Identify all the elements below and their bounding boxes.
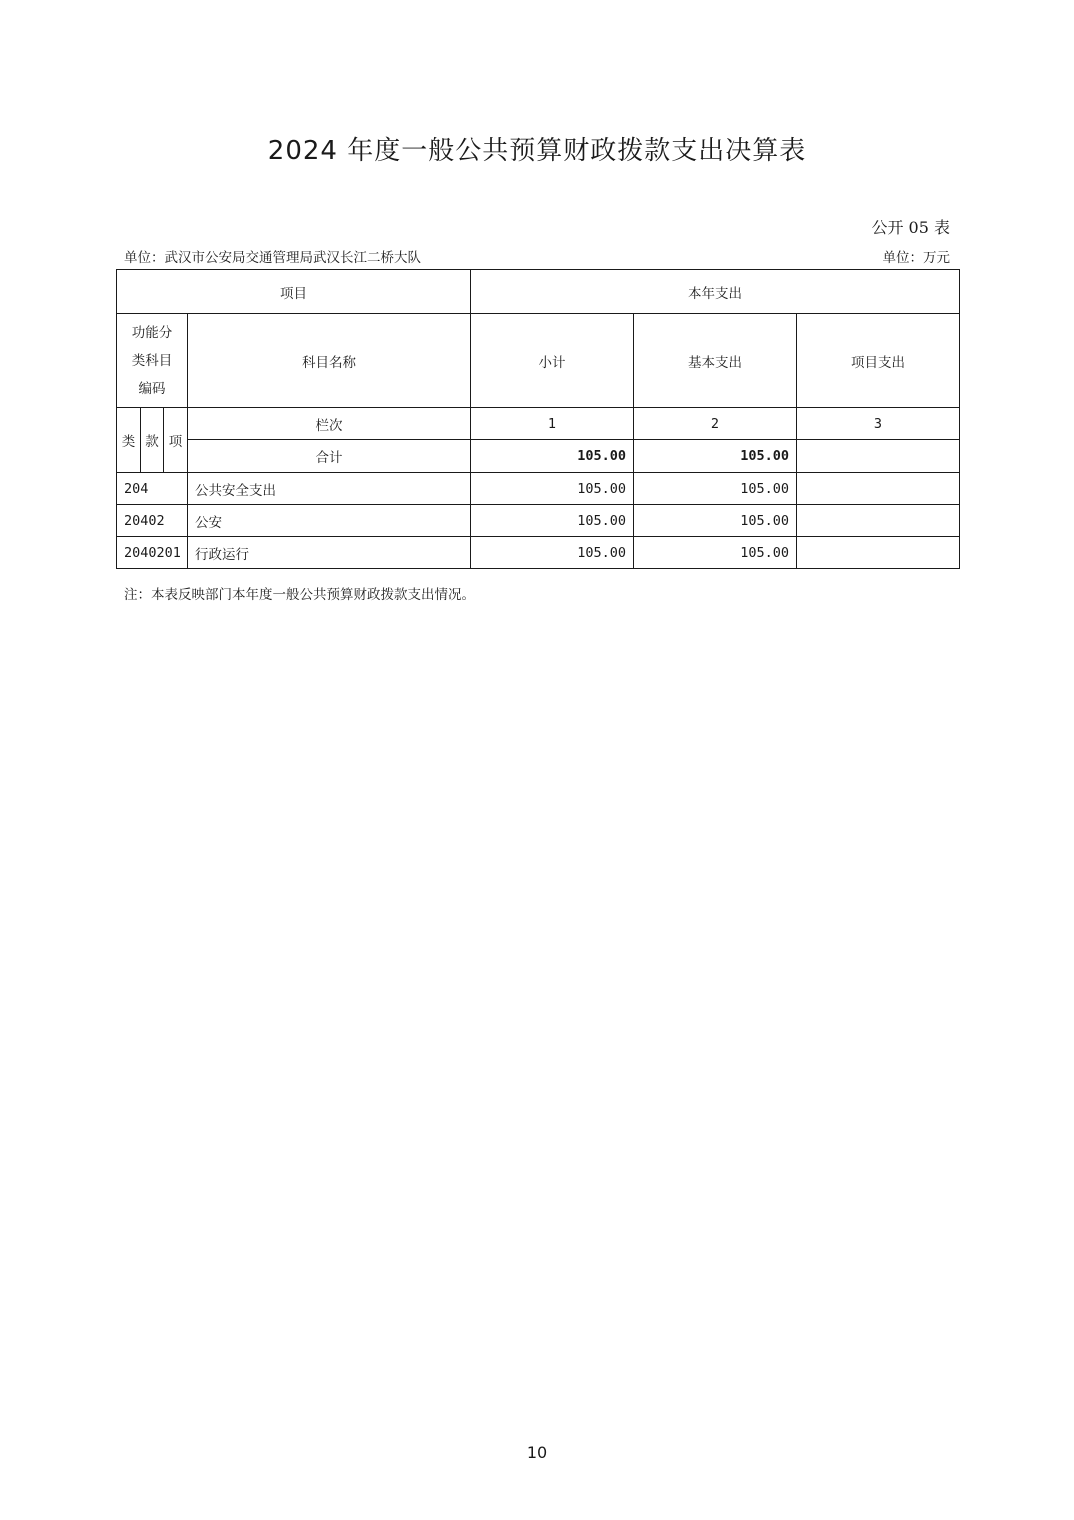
column-index-2: 2 [634, 408, 797, 440]
row-subtotal: 105.00 [471, 505, 634, 537]
header-xiang: 项 [164, 408, 188, 473]
row-basic: 105.00 [634, 537, 797, 569]
total-row [117, 440, 960, 473]
header-lei: 类 [117, 408, 141, 473]
column-index-3: 3 [797, 408, 960, 440]
table-code: 公开 05 表 [871, 218, 950, 237]
column-index-label: 栏次 [188, 408, 471, 440]
table-row [117, 505, 960, 537]
row-basic: 105.00 [634, 505, 797, 537]
total-label: 合计 [188, 440, 471, 473]
row-name: 公共安全支出 [188, 473, 471, 505]
header-row-2 [117, 314, 960, 408]
row-name: 行政运行 [188, 537, 471, 569]
row-code: 20402 [117, 505, 188, 537]
total-project [797, 440, 960, 473]
row-subtotal: 105.00 [471, 473, 634, 505]
row-basic: 105.00 [634, 473, 797, 505]
total-basic: 105.00 [634, 440, 797, 473]
header-basic: 基本支出 [634, 314, 797, 408]
row-name: 公安 [188, 505, 471, 537]
row-project [797, 473, 960, 505]
header-kuan: 款 [141, 408, 164, 473]
header-subtotal: 小计 [471, 314, 634, 408]
header-current-year-expenditure: 本年支出 [471, 270, 960, 314]
row-project [797, 537, 960, 569]
header-subject-name: 科目名称 [188, 314, 471, 408]
header-function-code-text: 功能分类科目编码 [131, 324, 173, 397]
table-note: 注：本表反映部门本年度一般公共预算财政拨款支出情况。 [124, 587, 475, 603]
unit-organization: 单位：武汉市公安局交通管理局武汉长江二桥大队 [124, 250, 421, 266]
table-row [117, 537, 960, 569]
row-project [797, 505, 960, 537]
expenditure-table [116, 269, 960, 569]
header-row-1 [117, 270, 960, 314]
header-project: 项目 [117, 270, 471, 314]
row-subtotal: 105.00 [471, 537, 634, 569]
total-subtotal: 105.00 [471, 440, 634, 473]
column-index-1: 1 [471, 408, 634, 440]
page-number: 10 [526, 1443, 548, 1462]
page-title: 2024 年度一般公共预算财政拨款支出决算表 [267, 136, 807, 166]
unit-currency: 单位：万元 [882, 250, 950, 266]
row-code: 204 [117, 473, 188, 505]
table-row [117, 473, 960, 505]
header-function-code [117, 314, 188, 408]
row-code: 2040201 [117, 537, 188, 569]
column-index-row [117, 408, 960, 440]
header-project-expenditure: 项目支出 [797, 314, 960, 408]
